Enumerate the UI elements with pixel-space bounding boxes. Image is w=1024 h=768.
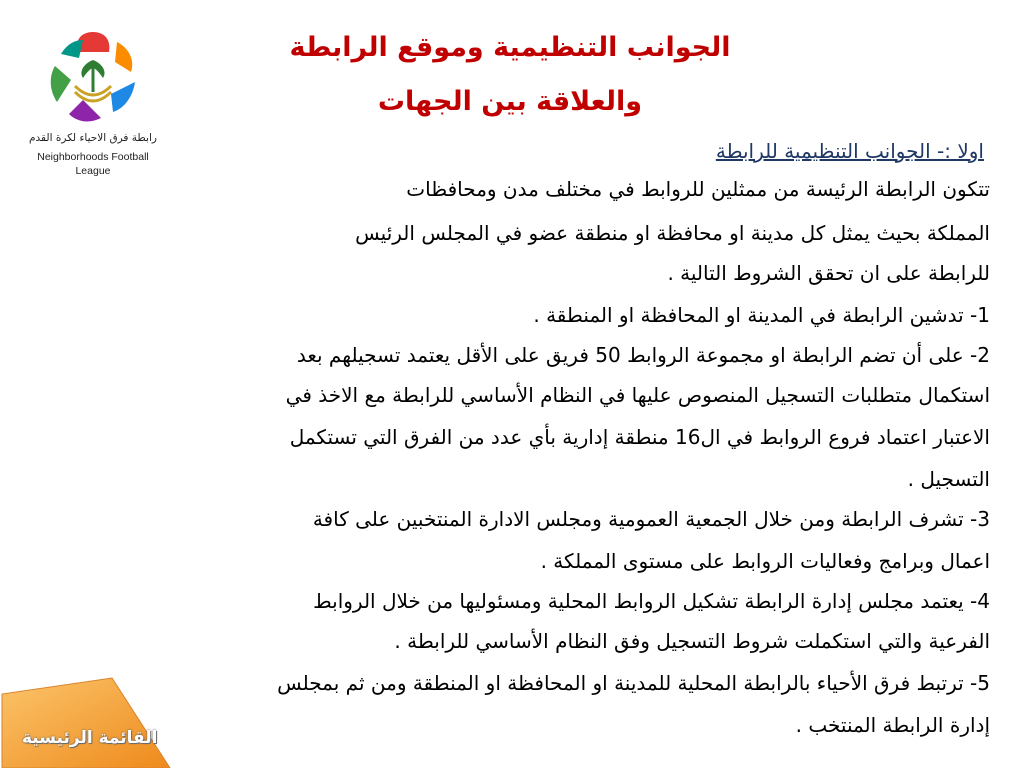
body-line: الاعتبار اعتماد فروع الروابط في ال16 منطقة إدارية بأي عدد من الفرق التي تستكمل (289, 425, 990, 449)
body-line: الفرعية والتي استكملت شروط التسجيل وفق النظام الأساسي للرابطة . (394, 629, 990, 653)
home-menu-label: القائمة الرئيسية (22, 728, 158, 748)
page-title-line1: الجوانب التنظيمية وموقع الرابطة (289, 32, 731, 63)
logo-english-line1: Neighborhoods Football (37, 151, 149, 163)
body-line: التسجيل . (907, 467, 990, 491)
section-heading: اولا :- الجوانب التنظيمية للرابطة (715, 139, 984, 163)
body-line: 5- ترتبط فرق الأحياء بالرابطة المحلية للمدينة او المحافظة او المنطقة ومن ثم بمجلس (277, 671, 990, 695)
league-logo (18, 28, 168, 188)
body-line: إدارة الرابطة المنتخب . (795, 713, 990, 737)
body-line: المملكة بحيث يمثل كل مدينة او محافظة او منطقة عضو في المجلس الرئيس (355, 221, 990, 245)
body-line: للرابطة على ان تحقق الشروط التالية . (667, 261, 990, 285)
body-line: 4- يعتمد مجلس إدارة الرابطة تشكيل الروابط المحلية ومسئوليها من خلال الروابط (313, 589, 990, 613)
body-line: 1- تدشين الرابطة في المدينة او المحافظة او المنطقة . (533, 303, 990, 327)
logo-english-line2: League (75, 165, 111, 177)
league-emblem-icon (43, 28, 143, 128)
logo-english-text (18, 150, 168, 178)
page-title-line2: والعلاقة بين الجهات (377, 86, 643, 117)
body-line: 3- تشرف الرابطة ومن خلال الجمعية العمومية ومجلس الادارة المنتخبين على كافة (312, 507, 990, 531)
home-menu-button[interactable] (0, 676, 172, 768)
body-line: 2- على أن تضم الرابطة او مجموعة الروابط 50 فريق على الأقل يعتمد تسجيلهم بعد (296, 343, 990, 367)
orange-triangle-icon (0, 676, 172, 768)
body-line: تتكون الرابطة الرئيسة من ممثلين للروابط في مختلف مدن ومحافظات (406, 177, 990, 201)
body-line: استكمال متطلبات التسجيل المنصوص عليها في النظام الأساسي للرابطة مع الاخذ في (285, 383, 990, 407)
body-line: اعمال وبرامج وفعاليات الروابط على مستوى المملكة . (540, 549, 990, 573)
logo-arabic-text: رابطة فرق الاحياء لكرة القدم (29, 132, 157, 144)
